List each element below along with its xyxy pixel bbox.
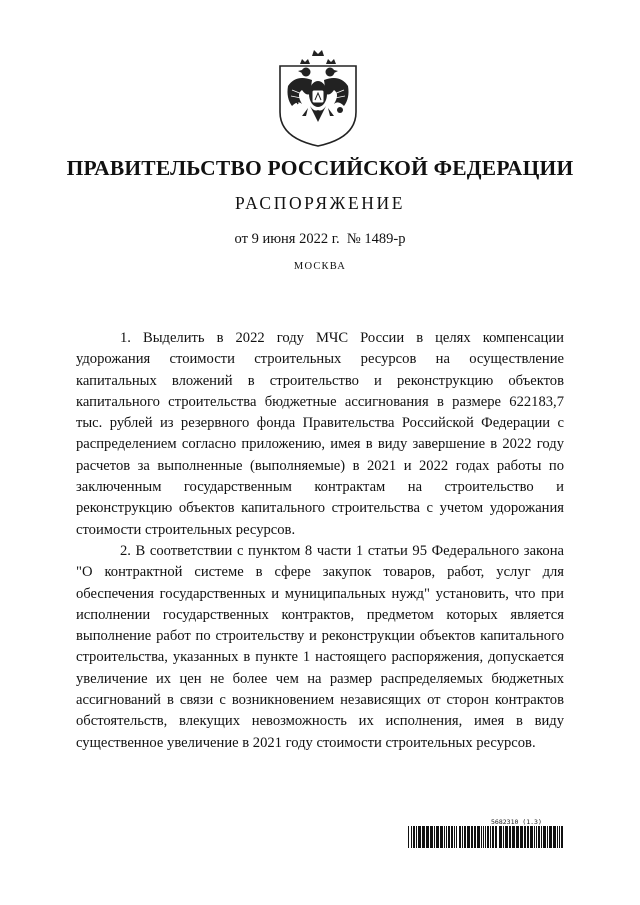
barcode-bar [456, 826, 457, 848]
barcode-bar [530, 826, 533, 848]
barcode-bar [446, 826, 447, 848]
coat-of-arms-icon [272, 46, 364, 148]
document-city: МОСКВА [293, 261, 347, 272]
barcode-bar [462, 826, 463, 848]
barcode-bar [512, 826, 515, 848]
barcode-bar [485, 826, 486, 848]
document-body [76, 328, 564, 754]
barcode-bar [490, 826, 491, 848]
barcode-bar [451, 826, 453, 848]
barcode-bar [499, 826, 502, 848]
barcode-bar [436, 826, 439, 848]
barcode-bar [448, 826, 450, 848]
barcode-bar [418, 826, 421, 848]
barcode-bar [481, 826, 482, 848]
date-line-text: от 9 июня 2022 г. № 1489-р [234, 231, 406, 247]
government-title: ПРАВИТЕЛЬСТВО РОССИЙСКОЙ ФЕДЕРАЦИИ [66, 156, 574, 180]
paragraph-2: 2. В соответствии с пунктом 8 части 1 статьи 95 Федерального закона "О контрактной системе в сфере закупок товаров, работ, услуг для обеспечения государственных и муниципальных нужд" установить, что при исполнении государственных контрактов, предметом которых является выполнение работ по строительству и реконструкции объектов капитального строительства, указанных в пункте 1 настоящего распоряжения, допускается увеличение их цен не более чем на размер распределяемых бюджетных ассигнований в связи с возникновением независящих от сторон контрактов обстоятельств, влекущих невозможность их исполнения, имея в виду существенное увеличение в 2021 году стоимости строительных ресурсов. [76, 542, 564, 751]
paragraph-1: 1. Выделить в 2022 году МЧС России в целях компенсации удорожания стоимости строительных ресурсов на осуществление капитальных вложений в строительство и реконструкцию объектов капитального строительства бюджетные ассигнования в размере 622183,7 тыс. рублей из резервного фонда Правительства Российской Федерации с распределением согласно приложению, имея в виду завершение в 2022 году расчетов за выполненные (выполняемые) в 2021 и 2022 годах работы по заключенным государственным контрактам на строительство и реконструкцию объектов капитального строительства с учетом удорожания стоимости строительных ресурсов. [76, 330, 564, 538]
barcode-bar [516, 826, 519, 848]
barcode-bar [474, 826, 476, 848]
barcode-bar [524, 826, 526, 848]
barcode-bar [559, 826, 560, 848]
barcode-bar [434, 826, 435, 848]
barcode-bar [553, 826, 556, 848]
barcode-icon [408, 826, 564, 848]
document-type: РАСПОРЯЖЕНИЕ [234, 193, 406, 213]
barcode-bar [471, 826, 473, 848]
barcode-bar [444, 826, 445, 848]
barcode-bar [541, 826, 542, 848]
barcode-bar [520, 826, 523, 848]
barcode-bar [492, 826, 494, 848]
barcode-bar [411, 826, 412, 848]
barcode-bar [477, 826, 480, 848]
barcode-bar [549, 826, 552, 848]
barcode-bar [495, 826, 497, 848]
barcode-bar [527, 826, 529, 848]
barcode-bar [534, 826, 535, 848]
barcode-bar [422, 826, 425, 848]
barcode-bar [467, 826, 470, 848]
barcode-bar [440, 826, 443, 848]
barcode-bar [547, 826, 548, 848]
barcode-bar [430, 826, 433, 848]
barcode-bar [503, 826, 504, 848]
barcode-bar [426, 826, 429, 848]
barcode-bar [464, 826, 466, 848]
barcode-bar [454, 826, 455, 848]
barcode-bar [561, 826, 563, 848]
barcode-bar [408, 826, 409, 848]
barcode-bar [416, 826, 417, 848]
barcode-bar [509, 826, 511, 848]
barcode-bar [505, 826, 508, 848]
barcode-bar [487, 826, 489, 848]
barcode-bar [543, 826, 546, 848]
barcode-bar [483, 826, 484, 848]
document-date-number [0, 231, 640, 248]
barcode-bar [413, 826, 415, 848]
barcode-bar [557, 826, 558, 848]
barcode-bar [459, 826, 461, 848]
barcode-label: 5682310 (1.3) [491, 818, 542, 826]
barcode-bar [538, 826, 540, 848]
barcode-bar [536, 826, 537, 848]
